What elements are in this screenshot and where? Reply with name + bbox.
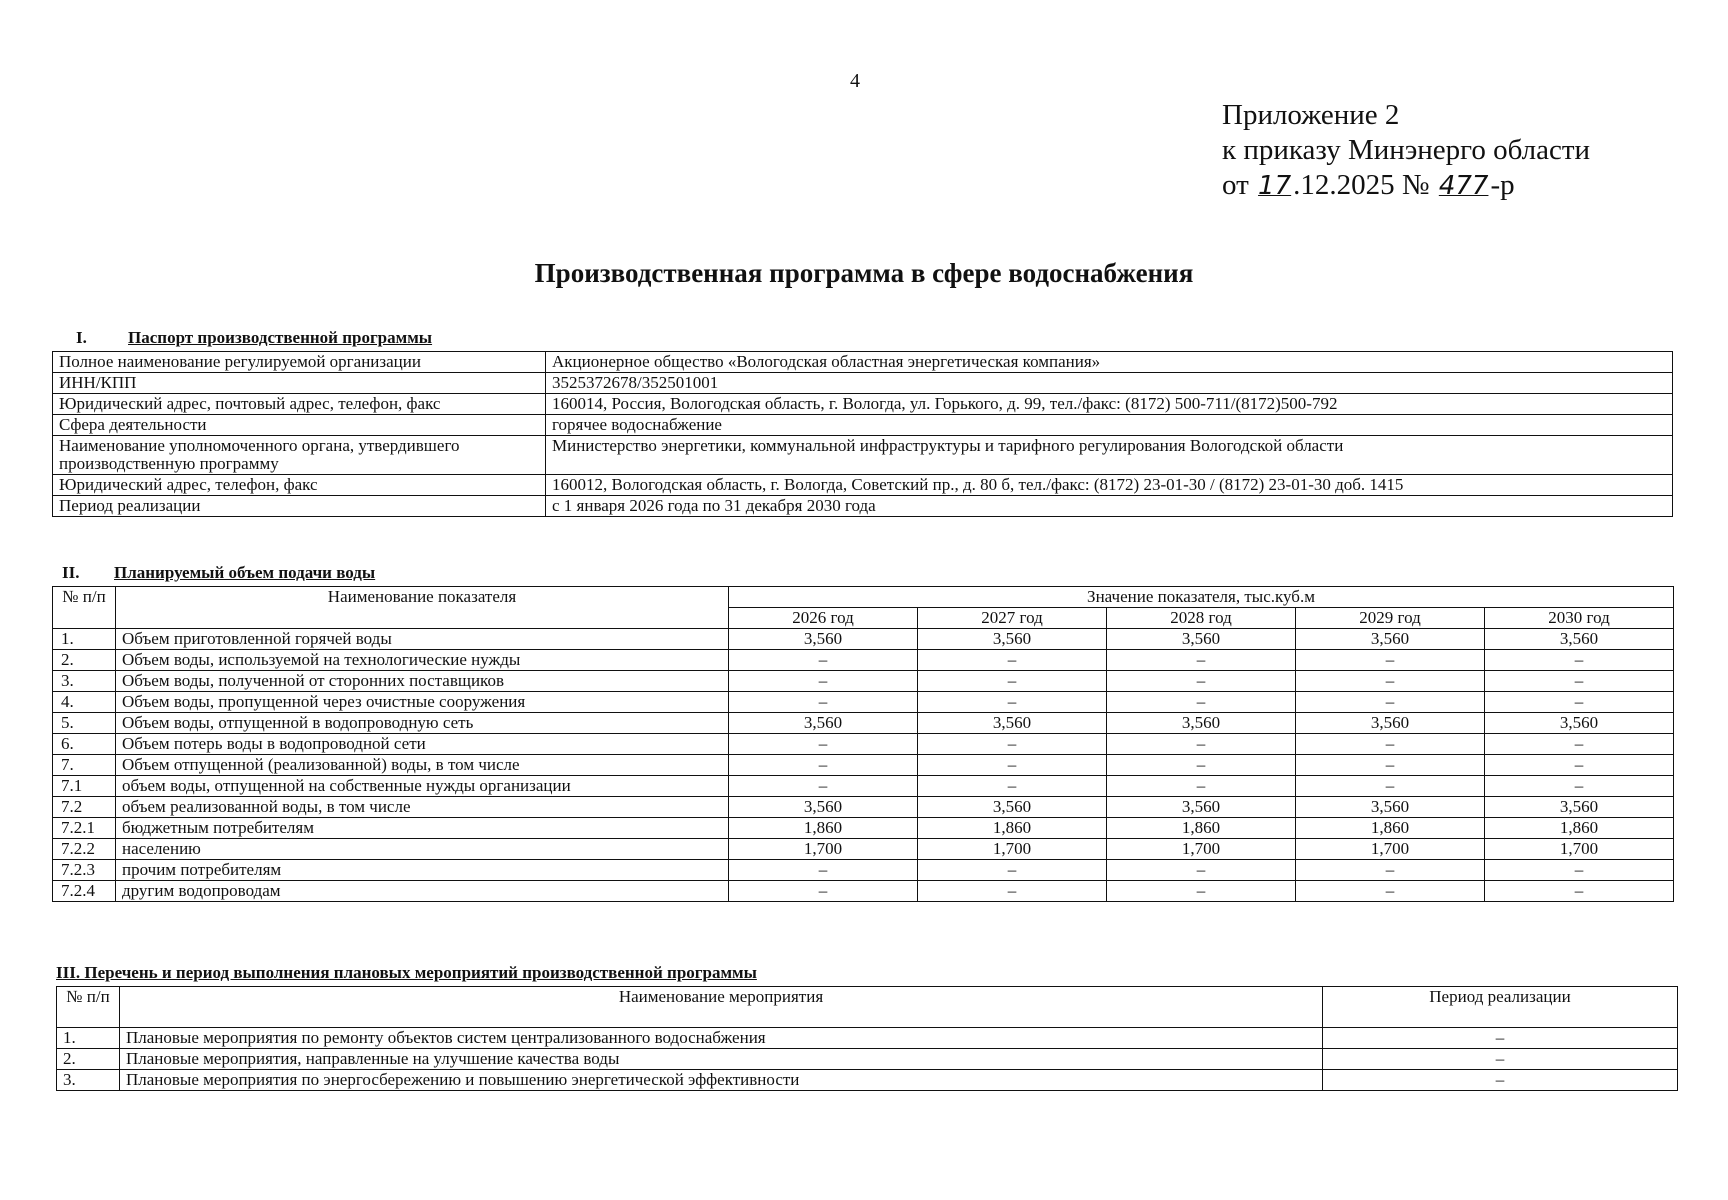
indicator-value: – <box>1485 734 1674 755</box>
passport-label: Юридический адрес, телефон, факс <box>53 475 546 496</box>
indicator-name: прочим потребителям <box>116 860 729 881</box>
indicator-value: – <box>918 692 1107 713</box>
indicator-value: – <box>1296 671 1485 692</box>
indicator-value: – <box>918 881 1107 902</box>
row-number: 7.2.4 <box>53 881 116 902</box>
indicator-value: – <box>1485 755 1674 776</box>
header-indicator-value: Значение показателя, тыс.куб.м <box>729 587 1674 608</box>
indicator-value: – <box>1107 692 1296 713</box>
passport-value: 160012, Вологодская область, г. Вологда, Советский пр., д. 80 б, тел./факс: (8172) 23-01-30 / (8172) 23-01-30 доб. 1415 <box>546 475 1673 496</box>
indicator-value: 1,860 <box>1485 818 1674 839</box>
passport-label: Сфера деятельности <box>53 415 546 436</box>
indicator-value: – <box>1485 881 1674 902</box>
passport-label: Период реализации <box>53 496 546 517</box>
passport-table <box>52 351 1673 517</box>
appendix-block <box>1222 98 1590 204</box>
indicator-name: Объем воды, полученной от сторонних поставщиков <box>116 671 729 692</box>
indicator-value: – <box>918 650 1107 671</box>
order-day-handwritten: 17 <box>1258 171 1292 201</box>
indicator-value: – <box>1296 734 1485 755</box>
measure-name: Плановые мероприятия по ремонту объектов систем централизованного водоснабжения <box>120 1028 1323 1049</box>
passport-value: 3525372678/352501001 <box>546 373 1673 394</box>
measures-table <box>56 986 1678 1091</box>
indicator-value: – <box>918 755 1107 776</box>
passport-value: 160014, Россия, Вологодская область, г. Вологда, ул. Горького, д. 99, тел./факс: (8172) 500-711/(8172)500-792 <box>546 394 1673 415</box>
indicator-value: 3,560 <box>918 797 1107 818</box>
indicator-name: населению <box>116 839 729 860</box>
indicator-value: 1,860 <box>1107 818 1296 839</box>
indicator-value: – <box>1485 776 1674 797</box>
indicator-name: Объем воды, пропущенной через очистные сооружения <box>116 692 729 713</box>
appendix-line3 <box>1222 168 1590 204</box>
year-header: 2027 год <box>918 608 1107 629</box>
indicator-value: – <box>918 776 1107 797</box>
passport-row <box>53 496 1673 517</box>
indicator-value: – <box>729 776 918 797</box>
indicator-value: 3,560 <box>729 713 918 734</box>
measure-name: Плановые мероприятия, направленные на улучшение качества воды <box>120 1049 1323 1070</box>
indicator-value: – <box>1296 776 1485 797</box>
page-number: 4 <box>850 70 860 92</box>
table-row <box>53 776 1674 797</box>
measure-number: 3. <box>57 1070 120 1091</box>
indicator-value: – <box>918 671 1107 692</box>
table-row <box>53 755 1674 776</box>
indicator-value: – <box>1107 881 1296 902</box>
table-row <box>53 629 1674 650</box>
indicator-value: – <box>729 755 918 776</box>
year-header: 2026 год <box>729 608 918 629</box>
passport-value: горячее водоснабжение <box>546 415 1673 436</box>
indicator-value: – <box>1485 650 1674 671</box>
indicator-value: – <box>1296 692 1485 713</box>
passport-value: Акционерное общество «Вологодская областная энергетическая компания» <box>546 352 1673 373</box>
table-row <box>53 881 1674 902</box>
header-num: № п/п <box>53 587 116 629</box>
indicator-value: – <box>918 860 1107 881</box>
measures-table-body <box>57 1028 1678 1091</box>
indicator-value: 3,560 <box>1485 713 1674 734</box>
measure-period: – <box>1323 1070 1678 1091</box>
passport-row <box>53 415 1673 436</box>
order-suffix: -р <box>1490 169 1515 201</box>
section3-title: III. Перечень и период выполнения плановых мероприятий производственной программы <box>56 963 757 982</box>
passport-label: Полное наименование регулируемой организации <box>53 352 546 373</box>
row-number: 7.2.2 <box>53 839 116 860</box>
indicator-value: 3,560 <box>729 629 918 650</box>
measures-row <box>57 1049 1678 1070</box>
indicator-value: 1,700 <box>1107 839 1296 860</box>
measure-period: – <box>1323 1028 1678 1049</box>
passport-value: Министерство энергетики, коммунальной инфраструктуры и тарифного регулирования Вологодской области <box>546 436 1673 475</box>
passport-table-body <box>53 352 1673 517</box>
indicator-value: – <box>1107 671 1296 692</box>
appendix-prefix: от <box>1222 169 1249 201</box>
indicator-value: 3,560 <box>729 797 918 818</box>
measure-name: Плановые мероприятия по энергосбережению и повышению энергетической эффективности <box>120 1070 1323 1091</box>
passport-label: Наименование уполномоченного органа, утвердившего производственную программу <box>53 436 546 475</box>
table-row <box>53 650 1674 671</box>
indicator-value: – <box>1296 860 1485 881</box>
indicator-value: – <box>918 734 1107 755</box>
year-header: 2029 год <box>1296 608 1485 629</box>
row-number: 2. <box>53 650 116 671</box>
indicator-value: 1,700 <box>729 839 918 860</box>
table-row <box>53 818 1674 839</box>
row-number: 7.2.3 <box>53 860 116 881</box>
indicator-value: – <box>1107 776 1296 797</box>
appendix-line2: к приказу Минэнерго области <box>1222 134 1591 166</box>
indicator-name: объем воды, отпущенной на собственные нужды организации <box>116 776 729 797</box>
year-header: 2030 год <box>1485 608 1674 629</box>
measures-row <box>57 1070 1678 1091</box>
indicator-value: 3,560 <box>1296 797 1485 818</box>
indicator-name: другим водопроводам <box>116 881 729 902</box>
indicator-value: – <box>729 692 918 713</box>
row-number: 7.2 <box>53 797 116 818</box>
section1-title: Паспорт производственной программы <box>128 328 433 347</box>
order-number-handwritten: 477 <box>1438 171 1489 201</box>
table-row <box>53 713 1674 734</box>
indicator-value: 3,560 <box>1107 797 1296 818</box>
indicator-value: 1,700 <box>918 839 1107 860</box>
row-number: 3. <box>53 671 116 692</box>
indicator-name: бюджетным потребителям <box>116 818 729 839</box>
measure-number: 1. <box>57 1028 120 1049</box>
measures-header-name: Наименование мероприятия <box>120 987 1323 1028</box>
row-number: 7. <box>53 755 116 776</box>
indicator-value: – <box>1296 881 1485 902</box>
measures-header-row <box>57 987 1678 1028</box>
section2-title: Планируемый объем подачи воды <box>114 563 376 582</box>
row-number: 7.2.1 <box>53 818 116 839</box>
indicator-name: Объем воды, отпущенной в водопроводную сеть <box>116 713 729 734</box>
row-number: 1. <box>53 629 116 650</box>
indicator-value: 1,700 <box>1296 839 1485 860</box>
passport-label: ИНН/КПП <box>53 373 546 394</box>
indicator-value: 3,560 <box>1296 629 1485 650</box>
indicator-value: – <box>1485 692 1674 713</box>
indicator-value: – <box>729 881 918 902</box>
indicator-value: – <box>729 671 918 692</box>
water-table-body <box>53 629 1674 902</box>
table-row <box>53 692 1674 713</box>
indicator-name: Объем приготовленной горячей воды <box>116 629 729 650</box>
indicator-value: – <box>1107 734 1296 755</box>
table-row <box>53 671 1674 692</box>
indicator-value: – <box>1485 671 1674 692</box>
section2-number: II. <box>62 563 80 582</box>
water-supply-table <box>52 586 1674 902</box>
indicator-value: 3,560 <box>918 629 1107 650</box>
water-table-header-row <box>53 587 1674 608</box>
indicator-value: – <box>1107 755 1296 776</box>
indicator-value: – <box>729 734 918 755</box>
indicator-name: объем реализованной воды, в том числе <box>116 797 729 818</box>
indicator-value: 3,560 <box>1107 713 1296 734</box>
passport-row <box>53 436 1673 475</box>
indicator-value: 3,560 <box>1485 797 1674 818</box>
measures-header-period: Период реализации <box>1323 987 1678 1028</box>
measure-period: – <box>1323 1049 1678 1070</box>
row-number: 7.1 <box>53 776 116 797</box>
measures-header-num: № п/п <box>57 987 120 1028</box>
header-indicator-name: Наименование показателя <box>116 587 729 629</box>
indicator-value: – <box>1296 650 1485 671</box>
indicator-value: – <box>1107 860 1296 881</box>
passport-value: с 1 января 2026 года по 31 декабря 2030 года <box>546 496 1673 517</box>
indicator-value: 1,860 <box>729 818 918 839</box>
indicator-value: – <box>1107 650 1296 671</box>
row-number: 5. <box>53 713 116 734</box>
passport-row <box>53 394 1673 415</box>
section1-number: I. <box>76 328 87 347</box>
table-row <box>53 734 1674 755</box>
passport-label: Юридический адрес, почтовый адрес, телефон, факс <box>53 394 546 415</box>
indicator-value: 3,560 <box>1485 629 1674 650</box>
table-row <box>53 860 1674 881</box>
indicator-value: 3,560 <box>1107 629 1296 650</box>
year-header: 2028 год <box>1107 608 1296 629</box>
indicator-value: – <box>729 860 918 881</box>
indicator-value: – <box>1296 755 1485 776</box>
passport-row <box>53 475 1673 496</box>
order-date-rest: .12.2025 № <box>1293 169 1430 201</box>
passport-row <box>53 373 1673 394</box>
indicator-value: 1,700 <box>1485 839 1674 860</box>
document-title: Производственная программа в сфере водоснабжения <box>534 258 1194 288</box>
table-row <box>53 797 1674 818</box>
row-number: 4. <box>53 692 116 713</box>
indicator-value: 1,860 <box>918 818 1107 839</box>
measures-row <box>57 1028 1678 1049</box>
passport-row <box>53 352 1673 373</box>
section2-heading <box>62 563 375 583</box>
indicator-name: Объем потерь воды в водопроводной сети <box>116 734 729 755</box>
section1-heading <box>76 328 432 348</box>
section3-heading <box>56 963 757 983</box>
indicator-name: Объем воды, используемой на технологические нужды <box>116 650 729 671</box>
row-number: 6. <box>53 734 116 755</box>
indicator-value: – <box>729 650 918 671</box>
indicator-value: 1,860 <box>1296 818 1485 839</box>
appendix-line1: Приложение 2 <box>1222 99 1400 131</box>
indicator-value: 3,560 <box>1296 713 1485 734</box>
table-row <box>53 839 1674 860</box>
indicator-value: 3,560 <box>918 713 1107 734</box>
indicator-value: – <box>1485 860 1674 881</box>
indicator-name: Объем отпущенной (реализованной) воды, в том числе <box>116 755 729 776</box>
measure-number: 2. <box>57 1049 120 1070</box>
